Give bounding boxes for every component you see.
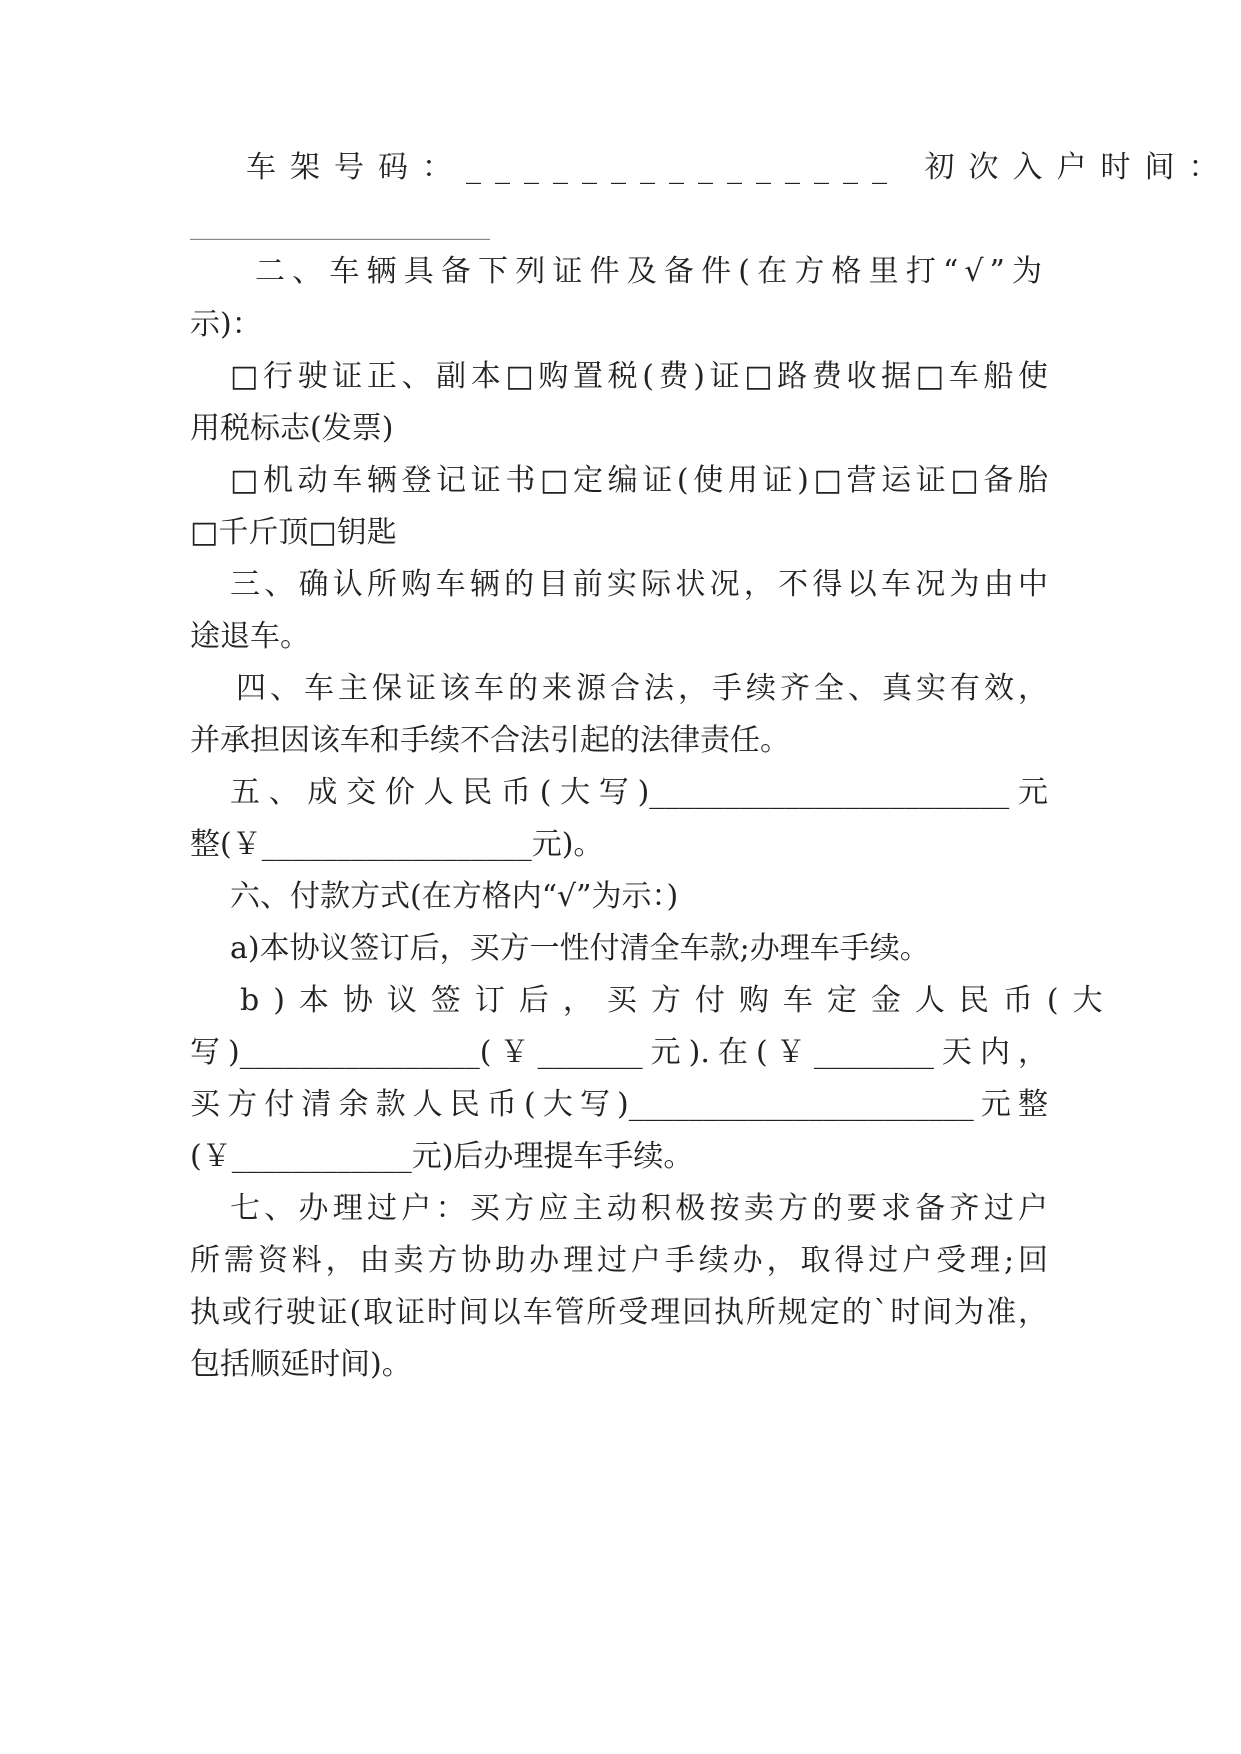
payment-option-b-line-4: (￥____________元)后办理提车手续。 xyxy=(190,1139,694,1174)
clause-6-title: 六、付款方式(在方格内“√”为示：) xyxy=(230,879,679,914)
clause-3-line-2: 途退车。 xyxy=(190,619,310,654)
accessories-checklist-line-1: □机动车辆登记证书□定编证(使用证)□营运证□备胎 xyxy=(230,463,1048,498)
clause-5-line-1: 五、成交价人民币(大写)________________________元 xyxy=(230,775,1048,810)
clause-2-line-2: 示)： xyxy=(190,307,262,342)
clause-7-line-4: 包括顺延时间)。 xyxy=(190,1347,412,1382)
payment-option-a: a)本协议签订后，买方一性付清全车款;办理车手续。 xyxy=(230,931,930,966)
clause-4-line-2: 并承担因该车和手续不合法引起的法律责任。 xyxy=(190,723,790,758)
vehicle-id-line: 车架号码：_______________ 初次入户时间： xyxy=(246,150,1233,185)
clause-7-line-3: 执或行驶证(取证时间以车管所受理回执所规定的`时间为准， xyxy=(190,1295,1048,1330)
documents-checklist-line-2: 用税标志(发票) xyxy=(190,411,394,446)
clause-5-line-2: 整(￥__________________元)。 xyxy=(190,827,604,862)
registration-blank: ____________________ xyxy=(190,206,490,241)
documents-checklist-line-1: □行驶证正、副本□购置税(费)证□路费收据□车船使 xyxy=(230,359,1048,394)
clause-4-line-1: 四、车主保证该车的来源合法，手续齐全、真实有效， xyxy=(236,671,1048,706)
clause-7-line-1: 七、办理过户：买方应主动积极按卖方的要求备齐过户 xyxy=(230,1191,1048,1226)
clause-3-line-1: 三、确认所购车辆的目前实际状况，不得以车况为由中 xyxy=(230,567,1048,602)
payment-option-b-line-2: 写)________________(￥_______元).在(￥________天内， xyxy=(190,1035,1048,1070)
payment-option-b-line-1: b)本协议签订后，买方付购车定金人民币(大 xyxy=(240,983,1117,1018)
payment-option-b-line-3: 买方付清余款人民币(大写)_______________________元整 xyxy=(190,1087,1048,1122)
clause-7-line-2: 所需资料，由卖方协助办理过户手续办，取得过户受理;回 xyxy=(190,1243,1048,1278)
accessories-checklist-line-2: □千斤顶□钥匙 xyxy=(190,515,397,550)
clause-2-line-1: 二、车辆具备下列证件及备件(在方格里打“√”为 xyxy=(255,254,1048,289)
